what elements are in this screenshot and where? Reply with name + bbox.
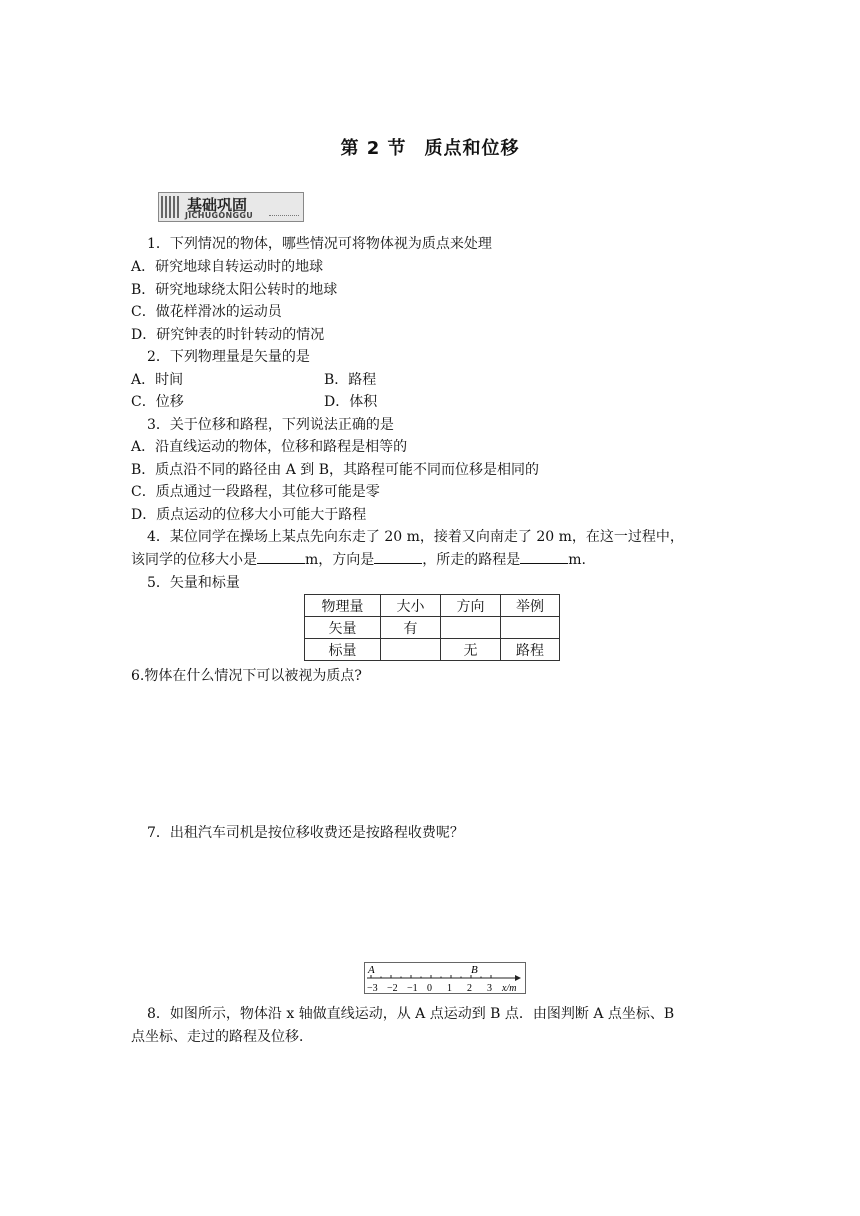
table-header-cell: 方向 (441, 595, 501, 617)
number-line-svg (365, 963, 525, 993)
table-header-cell: 物理量 (305, 595, 381, 617)
option: A．沿直线运动的物体，位移和路程是相等的 (131, 439, 408, 455)
question-1: 1．下列情况的物体，哪些情况可将物体视为质点来处理 (147, 236, 492, 252)
section-banner (158, 192, 304, 222)
option: B．质点沿不同的路径由 A 到 B，其路程可能不同而位移是相同的 (131, 462, 540, 478)
answer-blank[interactable] (374, 551, 422, 564)
dotted-line (269, 215, 299, 216)
table-cell: 无 (441, 639, 501, 661)
question-3: 3．关于位移和路程，下列说法正确的是 (147, 417, 394, 433)
option: B．研究地球绕太阳公转时的地球 (131, 282, 338, 298)
tick-label: −3 (367, 983, 378, 993)
question-8-continued: 点坐标、走过的路程及位移． (131, 1029, 313, 1045)
table-cell: 标量 (305, 639, 381, 661)
section-pinyin: JICHUGONGGU (185, 211, 254, 220)
tick-label: 3 (487, 983, 492, 993)
table-cell (501, 617, 560, 639)
option: B．路程 (324, 372, 377, 388)
option: D．质点运动的位移大小可能大于路程 (131, 507, 367, 523)
tick-label: −1 (407, 983, 418, 993)
question-4: 4．某位同学在操场上某点先向东走了 20 m，接着又向南走了 20 m，在这一过程中， (147, 529, 684, 545)
table-cell: 路程 (501, 639, 560, 661)
answer-blank[interactable] (257, 551, 305, 564)
option: C．位移 (131, 394, 184, 410)
tick-label: 1 (447, 983, 452, 993)
table-cell: 矢量 (305, 617, 381, 639)
option: D．研究钟表的时针转动的情况 (131, 327, 325, 343)
question-5: 5．矢量和标量 (147, 575, 240, 591)
option: A．时间 (131, 372, 184, 388)
tick-label: 0 (427, 983, 432, 993)
table-row (305, 639, 560, 661)
question-7: 7．出租汽车司机是按位移收费还是按路程收费呢？ (147, 825, 464, 841)
option: C．质点通过一段路程，其位移可能是零 (131, 484, 380, 500)
option: D．体积 (324, 394, 378, 410)
table-header-cell: 大小 (381, 595, 441, 617)
question-4-continued: 该同学的位移大小是 m，方向是 ，所走的路程是 m. (131, 552, 587, 568)
tick-label: 2 (467, 983, 472, 993)
option: C．做花样滑冰的运动员 (131, 304, 282, 320)
page-title: 第 2 节 质点和位移 (340, 138, 520, 159)
arrow-icon (515, 975, 521, 981)
answer-blank[interactable] (520, 551, 568, 564)
table-cell: 有 (381, 617, 441, 639)
section-title: 基础巩固 (187, 196, 248, 214)
point-b-label: B (471, 964, 478, 976)
quantity-table (304, 594, 560, 661)
table-header-row (305, 595, 560, 617)
table-header-cell: 举例 (501, 595, 560, 617)
building-icon (161, 196, 181, 218)
axis-unit-label: x/m (502, 983, 517, 993)
table-row (305, 617, 560, 639)
table-cell (381, 639, 441, 661)
question-6: 6.物体在什么情况下可以被视为质点? (131, 668, 362, 684)
tick-label: −2 (387, 983, 398, 993)
option: A．研究地球自转运动时的地球 (131, 259, 324, 275)
point-a-label: A (368, 964, 375, 976)
number-line-figure (364, 962, 526, 994)
question-8: 8．如图所示，物体沿 x 轴做直线运动，从 A 点运动到 B 点．由图判断 A 点坐标、B (147, 1006, 675, 1022)
question-2: 2．下列物理量是矢量的是 (147, 349, 310, 365)
table-cell (441, 617, 501, 639)
